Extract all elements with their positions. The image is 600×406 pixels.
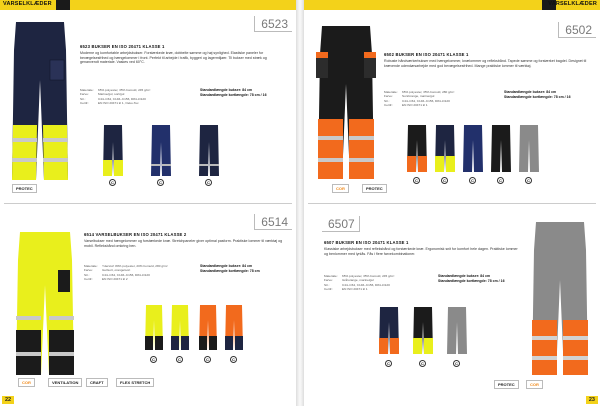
product-sizes: Standardlængde bukser: 84 cm Standardlængde kortlængde: 78 cm / 16 [200,88,267,98]
product-title: 6502 BUKSER EN ISO 20471 KLASSE 1 [384,52,469,57]
left-page [0,0,296,406]
certification-badge: C [157,179,164,186]
product-description: Klassiske arbejdsbukser med refleksbånd og forstærkede knæ. Ergonomisk snit for komfort hele dagen. Praktiske lommer og benlommer med lynlås. Fås i flere farvekombinationer. [324,247,518,256]
certification-badge: C [230,356,237,363]
certification-badge: C [176,356,183,363]
page-number: 22 [2,396,14,404]
product-card-6502[interactable] [308,12,596,198]
product-specs [384,90,494,108]
product-image-yellow-black-trousers [14,230,76,380]
product-description: Moderne og komfortable arbejdsbukser. Forstærkede knæ, dobbelte sømme og høj synlighed. Elastiske paneler for bevægelsesfrihed og hængelommer i front. Perfekt til arbejde i trafik, byggeri og lagermiljøer. Til bukser med stræk og genanvendt materiale. Vaskes ved 60°C. [80,51,267,65]
certification-badge: C [497,177,504,184]
product-specs [84,264,194,282]
product-description: Robuste håndværkerbukser med hængelommer, knælommer og refleksbånd. Tapede sømme og forstærket bagdel. Designet til krævende udendørsarbejde med god bevægelsesfrihed. Mange praktiske lommer til værktøj. [384,59,587,68]
brand-logo-protec: PROTEC [362,184,387,193]
variant-thumb-black-yellow[interactable] [412,306,434,356]
certification-badge: C [441,177,448,184]
article-number: 6514 [254,214,292,230]
variant-thumb-black-orange[interactable] [406,124,428,174]
certification-badge: C [453,360,460,367]
certification-badge: C [469,177,476,184]
brand-logo-flex: FLEX STRETCH [116,378,154,387]
right-page [304,0,600,406]
spec-row: Str.: C44–C64, C146–C156, D84–D120 [384,98,450,103]
brand-logo-cor: COR [18,378,35,387]
product-card-6514[interactable] [4,206,292,396]
product-sizes: Standardlængde bukser: 84 cm Standardlængde kortlængde: 78 cm [200,264,260,274]
variant-thumb-orange-black[interactable] [198,304,218,352]
spec-row: Farve: Sort/orange, marine/gul [384,94,435,99]
section-divider [308,203,596,204]
variant-thumb-navy[interactable] [462,124,484,174]
brand-logo-protec: PROTEC [494,380,519,389]
variant-thumb-navy-orange[interactable] [198,124,220,178]
header-accent [56,0,70,10]
brand-logo-craft: CRAFT [86,378,108,387]
spec-row: Materiale: Yderstof: 80% polyester, 20% bomuld, 280 g/m² [84,264,168,268]
certification-badge: C [150,356,157,363]
brand-logo-ventilation: VENTILATION [48,378,82,387]
certification-badge: C [385,360,392,367]
variant-thumb-grey[interactable] [518,124,540,174]
product-title: 6523 BUKSER EN ISO 20471 KLASSE 1 [80,44,165,49]
product-card-6523[interactable] [4,12,292,198]
variant-thumb-black[interactable] [490,124,512,174]
product-title: 6514 VARSELBUKSER EN ISO 20471 KLASSE 2 [84,232,187,237]
spec-row: Farve: Grå/orange, marine/gul [324,278,374,283]
variant-thumb-navy-orange[interactable] [378,306,400,356]
page-number: 23 [586,396,598,404]
spec-row: Materiale: 65% polyester, 35% bomuld, 245 g/m² [80,88,151,92]
brand-logo-protec: PROTEC [12,184,37,193]
certification-badge: C [204,356,211,363]
certification-badge: C [109,179,116,186]
certification-badge: C [525,177,532,184]
product-image-navy-yellow-trousers [10,20,70,188]
product-image-grey-orange-trousers [530,220,590,380]
brand-logo-cor: COR [332,184,349,193]
variant-thumb-yellow-navy[interactable] [170,304,190,352]
product-sizes: Standardlængde bukser: 84 cm Standardlængde kortlængde: 78 cm / 16 [438,274,505,284]
certification-badge: C [205,179,212,186]
product-specs [324,274,434,292]
product-title: 6507 BUKSER EN ISO 20471 KLASSE 1 [324,240,409,245]
spec-row: Materiale: 65% polyester, 35% bomuld, 245 g/m² [324,274,395,278]
certification-badge: C [413,177,420,184]
variant-thumb-grey[interactable] [446,306,468,356]
certification-badge: C [419,360,426,367]
variant-thumb-navy-yellow[interactable] [434,124,456,174]
spec-row: Certif.: EN ISO 20471 kl 1, Oeko-Tex [80,101,139,106]
variant-thumb-yellow-black[interactable] [144,304,164,352]
article-number: 6523 [254,16,292,32]
spec-row: Materiale: 65% polyester, 35% bomuld, 280 g/m² [384,90,455,94]
spec-row: Certif.: EN ISO 20471 kl 1 [324,287,368,292]
product-image-black-orange-trousers [316,24,376,184]
spec-row: Certif.: EN ISO 20471 kl 2 [84,277,128,282]
product-specs [80,88,190,106]
variant-thumb-navy[interactable] [150,124,172,178]
spec-row: Farve: Gul/sort, orange/sort [84,268,131,273]
section-header: VARSELKLÆDER [548,1,597,7]
section-header: VARSELKLÆDER [3,1,52,7]
variant-thumb-orange-navy[interactable] [224,304,244,352]
variant-thumb-navy-yellow[interactable] [102,124,124,178]
spec-row: Str.: C44–C64, C146–C156, D84–D120 [84,272,150,277]
product-description: Varselbukser med hængelommer og forstærkede knæ. Stretchpaneler giver optimal pasform. Praktiske lommer til værktøj og mobil. Refleksbånd omkring ben. [84,239,283,248]
brand-logo-cor: COR [526,380,543,389]
spec-row: Certif.: EN ISO 20471 kl 1 [384,103,428,108]
product-sizes: Standardlængde bukser: 84 cm Standardlængde kortlængde: 78 cm / 16 [504,90,571,100]
spec-row: Farve: Marine/gul, sort/gul [80,92,125,97]
product-card-6507[interactable] [308,206,596,396]
article-number: 6502 [558,22,596,38]
article-number: 6507 [322,216,360,232]
section-divider [4,203,292,204]
page-gutter [296,0,304,406]
spec-row: Str.: C44–C64, C146–C156, D84–D120 [324,282,390,287]
spec-row: Str.: C44–C64, C146–C156, D84–D120 [80,96,146,101]
